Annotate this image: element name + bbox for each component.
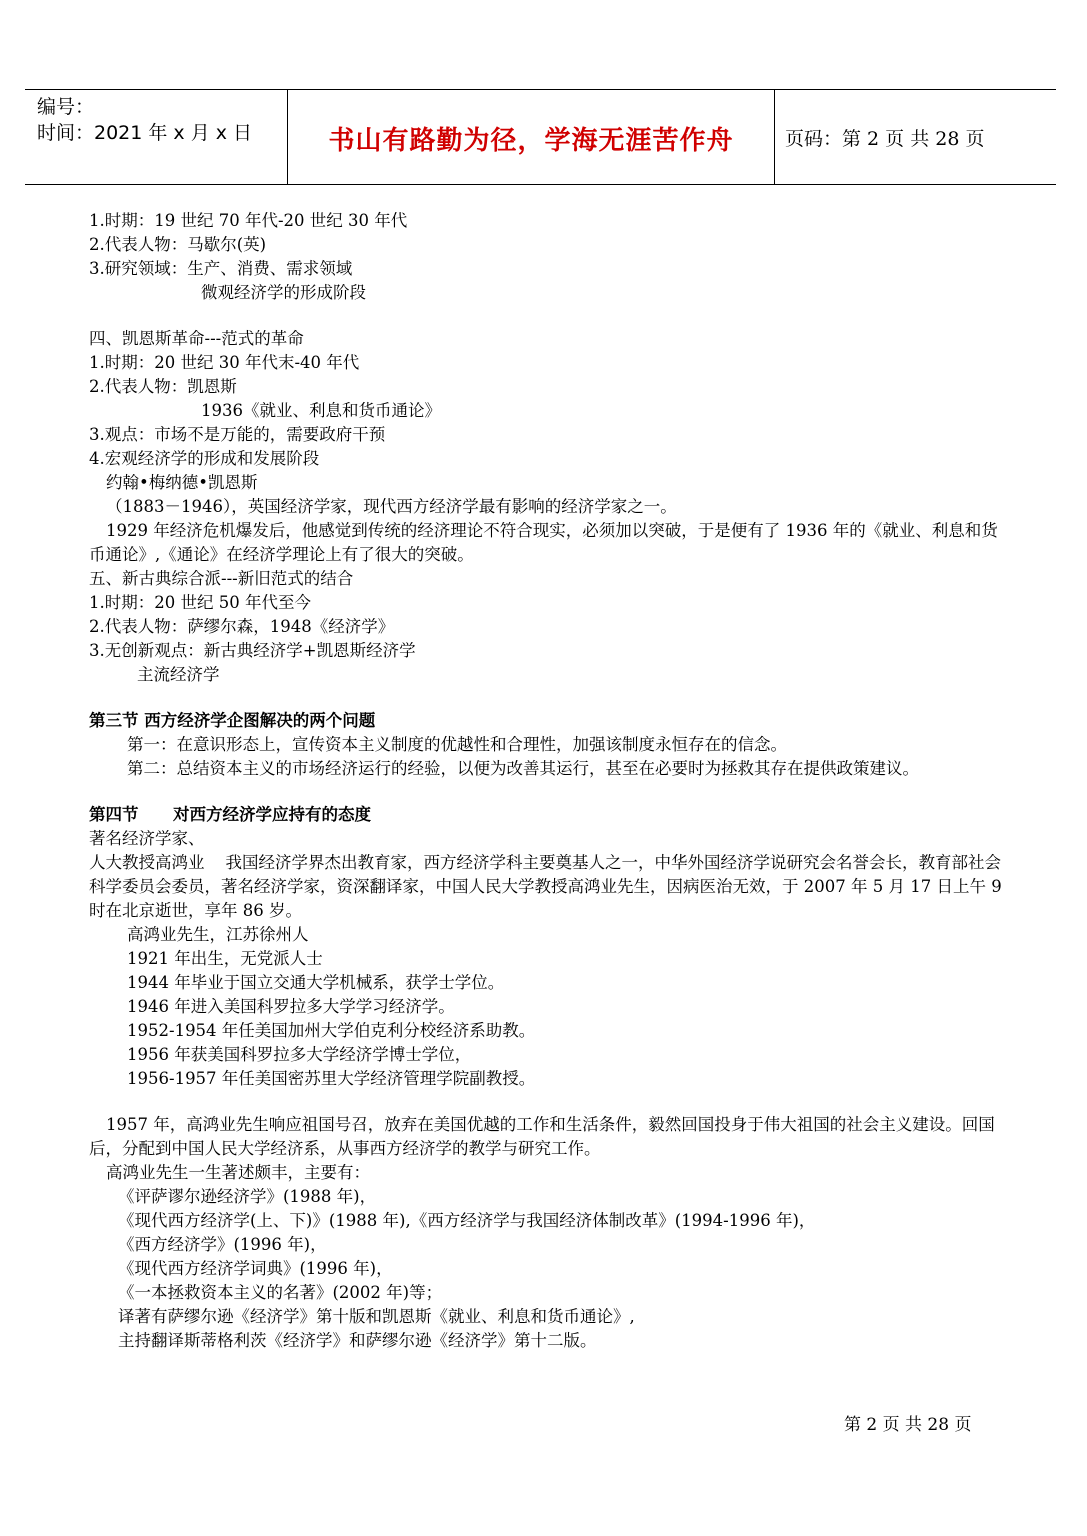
text-line: 2.代表人物：马歇尔(英) [89,235,267,254]
text-line: 微观经济学的形成阶段 [201,283,366,302]
text-line: 3.无创新观点：新古典经济学+凯恩斯经济学 [89,641,416,660]
paragraph: 1957 年，高鸿业先生响应祖国号召，放弃在美国优越的工作和生活条件，毅然回国投身于伟大祖国的社会主义建设。回国后，分配到中国人民大学经济系，从事西方经济学的教学与研究工作。 [89,1115,995,1158]
text-line: 1921 年出生，无党派人士 [127,949,323,968]
text-line: 1.时期：20 世纪 30 年代末-40 年代 [89,353,360,372]
text-line: 高鸿业先生，江苏徐州人 [127,925,309,944]
header-divider [774,90,775,184]
text-line: 约翰•梅纳德•凯恩斯 [106,473,258,492]
text-line: 1956 年获美国科罗拉多大学经济学博士学位， [127,1045,472,1064]
text-line: 《西方经济学》(1996 年)， [118,1235,327,1254]
document-body [89,209,1009,1353]
text-line: 2.代表人物：萨缪尔森，1948《经济学》 [89,617,395,636]
time-label: 时间：2021 年 x 月 x 日 [37,122,253,144]
text-line: （1883－1946），英国经济学家，现代西方经济学最有影响的经济学家之一。 [106,497,677,516]
text-line: 1946 年进入美国科罗拉多大学学习经济学。 [127,997,455,1016]
page-header [25,89,1056,185]
text-line: 高鸿业先生一生著述颇丰，主要有： [106,1163,370,1182]
text-line: 1936《就业、利息和货币通论》 [201,401,441,420]
text-line: 1.时期：20 世纪 50 年代至今 [89,593,311,612]
page-footer: 第 2 页 共 28 页 [844,1415,972,1435]
text-line: 1.时期：19 世纪 70 年代-20 世纪 30 年代 [89,211,408,230]
section-heading: 四、凯恩斯革命---范式的革命 [89,329,304,348]
text-line: 《现代西方经济学(上、下)》(1988 年),《西方经济学与我国经济体制改革》(1994-1996 年)， [118,1211,816,1230]
text-line: 3.研究领域：生产、消费、需求领域 [89,259,353,278]
text-line: 2.代表人物：凯恩斯 [89,377,237,396]
section-heading: 五、新古典综合派---新旧范式的结合 [89,569,354,588]
text-line: 第一：在意识形态上，宣传资本主义制度的优越性和合理性，加强该制度永恒存在的信念。 [127,735,787,754]
text-line: 著名经济学家、 [89,829,205,848]
text-line: 1956-1957 年任美国密苏里大学经济管理学院副教授。 [127,1069,536,1088]
text-line: 《一本拯救资本主义的名著》(2002 年)等； [118,1283,443,1302]
text-line: 主持翻译斯蒂格利茨《经济学》和萨缪尔逊《经济学》第十二版。 [118,1331,597,1350]
text-line: 《现代西方经济学词典》(1996 年)， [118,1259,393,1278]
number-label: 编号： [37,96,95,118]
text-line: 1952-1954 年任美国加州大学伯克利分校经济系助教。 [127,1021,536,1040]
paragraph: 1929 年经济危机爆发后，他感觉到传统的经济理论不符合现实，必须加以突破，于是便有了 1936 年的《就业、利息和货币通论》,《通论》在经济学理论上有了很大的突破。 [89,521,998,564]
header-motto: 书山有路勤为径，学海无涯苦作舟 [328,126,734,156]
text-line: 3.观点：市场不是万能的，需要政府干预 [89,425,386,444]
section-heading: 第三节 西方经济学企图解决的两个问题 [89,711,376,730]
header-page-info: 页码：第 2 页 共 28 页 [785,128,985,150]
text-line: 4.宏观经济学的形成和发展阶段 [89,449,320,468]
text-line: 1944 年毕业于国立交通大学机械系，获学士学位。 [127,973,505,992]
section-heading: 第四节 对西方经济学应持有的态度 [89,805,371,824]
text-line: 《评萨谬尔逊经济学》(1988 年)， [118,1187,377,1206]
paragraph: 人大教授高鸿业 我国经济学界杰出教育家，西方经济学科主要奠基人之一，中华外国经济学说研究会名誉会长，教育部社会科学委员会委员，著名经济学家，资深翻译家，中国人民大学教授高鸿业先生，因病医治无效，于 2007 年 5 月 17 日上午 9 时在北京逝世，享年 86 岁。 [89,853,1007,920]
text-line: 主流经济学 [137,665,220,684]
header-meta [37,94,297,146]
text-line: 译著有萨缪尔逊《经济学》第十版和凯恩斯《就业、利息和货币通论》, [118,1307,635,1326]
paragraph: 第二：总结资本主义的市场经济运行的经验，以便为改善其运行，甚至在必要时为拯救其存在提供政策建议。 [127,759,919,778]
